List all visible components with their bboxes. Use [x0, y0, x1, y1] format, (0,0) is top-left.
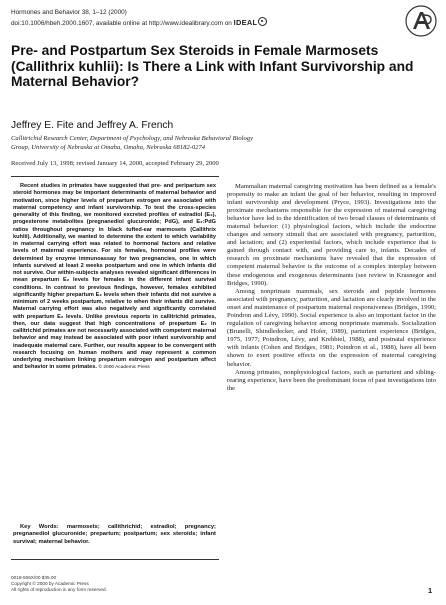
abstract-text: Recent studies in primates have suggested that pre- and peripartum sex steroid hormones may be important determinants of maternal behavior and motivation, since higher levels of prepartum estrogen are associated with maternal competency and infant survivorship. To test the cross-species generality of this finding, we monitored excreted profiles of estradiol (E₂), progesterone metabolites (pregnanediol glucuronide; PdG), and E₂:PdG ratios throughout pregnancy in black tufted-ear marmosets (Callithrix kuhlii). Additionally, we wanted to determine the extent to which variability in maternal carrying effort was related to hormonal factors and relative levels of maternal experience. For six females, hormonal profiles were determined by enzyme immunoassay for two pregnancies, one in which infants survived at least 2 weeks postpartum and one in which infants did not survive. Our within-subjects analyses revealed significant differences in mean prepartum E₂ levels for females in the different infant survival conditions. In contrast to previous findings, however, females exhibited significantly higher prepartum E₂ levels when their infants did not survive a minimum of 2 weeks postpartum, relative to when their infants did survive. Maternal carrying effort was also negatively and significantly correlated with prepartum E₂ levels. Unlike previous reports in callitrichid primates, then, our data suggest that high concentrations of prepartum E₂ in callitrichid primates are not necessarily associated with competent maternal behavior and may instead be associated with poor infant survivorship and inadequate maternal care. Further, our results appear to be convergent with research focusing on human mothers and may represent a common underlying mechanism linking prepartum estrogen and postpartum affect and behavior in some primates.	[13, 183, 217, 371]
ideal-logo-icon	[258, 17, 267, 26]
copyright-line: Copyright © 2000 by Academic Press	[11, 581, 89, 587]
authors: Jeffrey E. Fite and Jeffrey A. French	[11, 120, 174, 131]
doi-text: doi:10.1006/hbeh.2000.1607, available online at http://www.idealibrary.com on	[11, 20, 232, 28]
body-paragraph-2: Among nonprimate mammals, sex steroids and peptide hormones associated with pregnancy, parturition, and lactation are clearly involved in the onset and maintenance of postpartum maternal responsiveness (Bridges, 1990; Poindron and Lévy, 1990). Social experience is also an important factor in the regulation of caregiving behavior among nonprimate mammals. Socialization (Brunelli, Shindledecker, and Hofer, 1989), parturient experience (Bridges, 1975, 1977; Poindron, Lévy, and Krehbiel, 1988), and postnatal experience with infants (Cohen and Bridges, 1981; Poindron et al., 1988), have all been shown to exert positive effects on the expression of maternal caregiving behavior.	[227, 288, 436, 368]
journal-header	[11, 9, 371, 29]
doi-line	[11, 17, 371, 28]
affiliation-line-2: Group, University of Nebraska at Omaha, Omaha, Nebraska 68182-0274	[11, 143, 206, 151]
copyright-footer	[11, 575, 311, 593]
rights-line: All rights of reproduction in any form reserved.	[11, 587, 107, 593]
affiliation	[11, 135, 391, 152]
academic-press-logo-icon	[404, 4, 438, 38]
abstract-copyright: © 2000 Academic Press	[98, 365, 150, 371]
page-number: 1	[428, 586, 433, 595]
affiliation-line-1: Callitrichid Research Center, Department of Psychology, and Nebraska Behavioral Biology	[11, 135, 254, 142]
journal-citation: Hormones and Behavior 38, 1–12 (2000)	[11, 9, 127, 16]
keywords: Key Words: marmosets; callithrichid; estradiol; pregnancy; pregnanediol glucuronide; prepartum; postpartum; sex steroids; infant survival; maternal behavior.	[13, 524, 216, 545]
body-column	[227, 183, 436, 393]
issn-price: 0018-506X/00 $35.00	[11, 575, 57, 580]
abstract	[13, 183, 216, 372]
body-paragraph-1: Mammalian maternal caregiving motivation has been defined as a female's propensity to make an infant the goal of her behavior, resulting in improved infant survivorship and development (Pryce, 1993). Investigations into the proximate mechanisms responsible for the expression of maternal caregiving behavior have led to the identification of two broad classes of determinants of maternal behavior: (1) physiological factors, which include the endocrine changes and sensory stimuli that are associated with pregnancy, parturition, and lactation; and (2) experiential factors, which include experience that is gained through contact with, and providing care to, infants. Decades of research on proximate mechanisms have revealed that the expression of competent maternal behavior is the outcome of a complex interplay between these endogenous and exogenous determinants (see review in Krasnegor and Bridges, 1990).	[227, 183, 436, 287]
article-title: Pre- and Postpartum Sex Steroids in Female Marmosets (Callithrix kuhlii): Is There a Link with Infant Survivorship and Maternal Behavior?	[11, 43, 414, 89]
body-paragraph-3: Among primates, nonphysiological factors, such as parturient and sibling-rearing experience, have been the predominant focus of past investigations into the	[227, 369, 436, 393]
ideal-logo-text[interactable]: IDEAL	[233, 18, 258, 28]
received-dates: Received July 13, 1998; revised January 14, 2000, accepted February 29, 2000	[11, 160, 219, 167]
